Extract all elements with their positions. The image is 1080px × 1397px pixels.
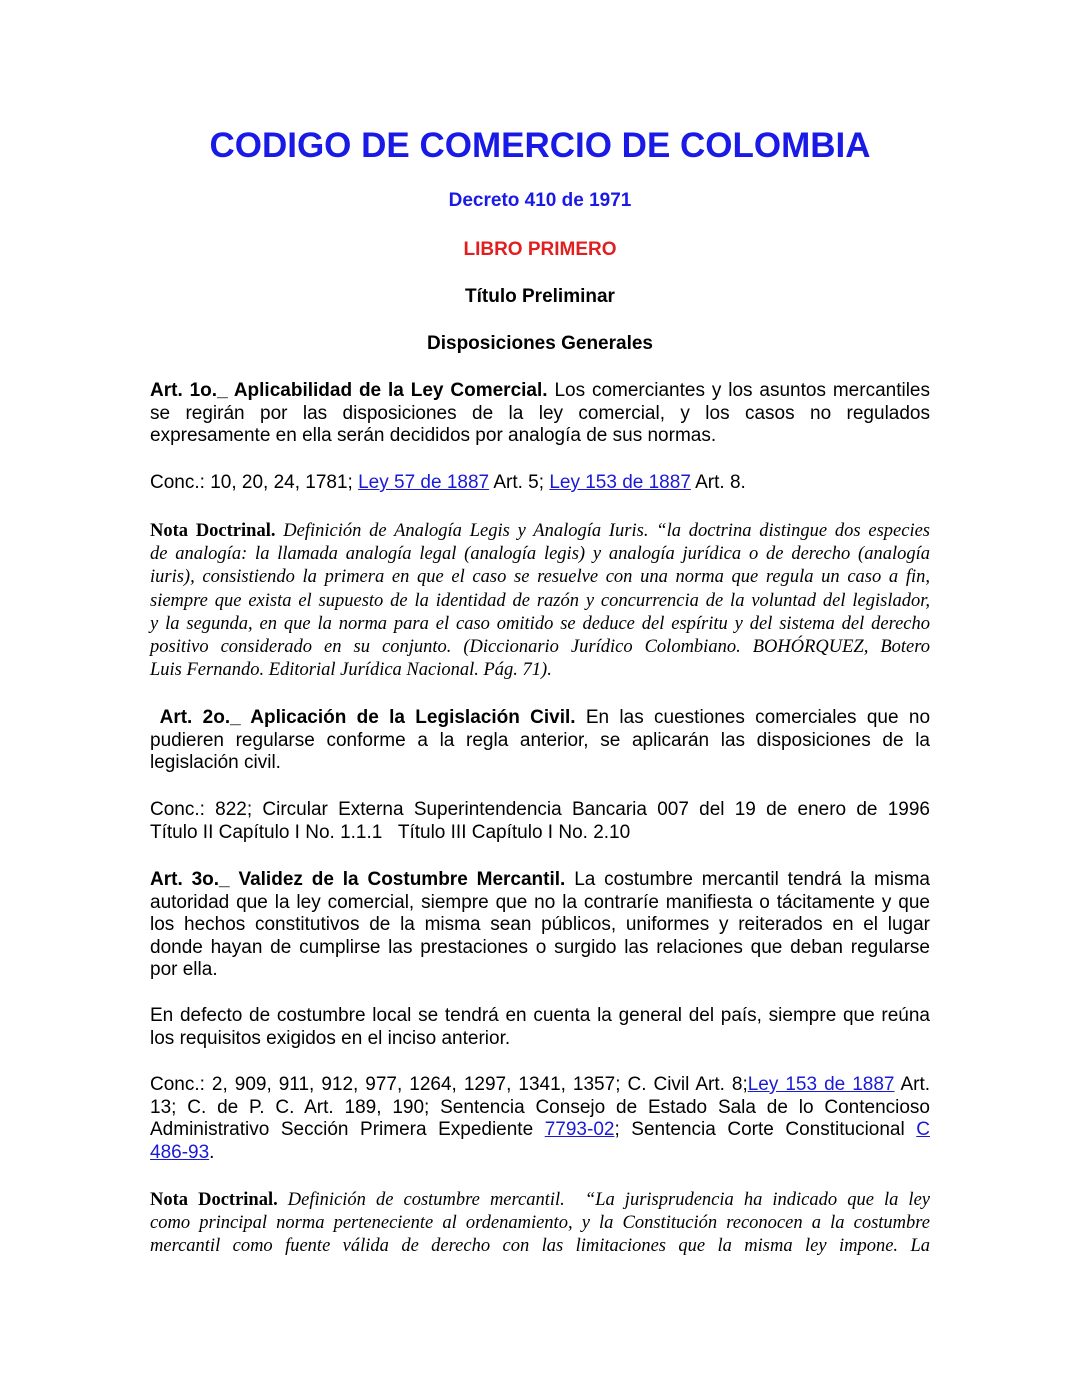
doctrinal-note-2: Nota Doctrinal. Definición de costumbre mercantil. “La jurisprudencia ha indicado que la ley como principal norma perteneciente al ordenamiento, y la Constitución reconocen a la costumbre mercantil como fuente válida de derecho con las limitaciones que la misma ley impone. La [150,1190,930,1257]
book-heading: LIBRO PRIMERO [463,239,617,260]
doctrinal-note-1: Nota Doctrinal. Definición de Analogía Legis y Analogía Iuris. “la doctrina distingue dos especies de analogía: la llamada analogía legal (analogía legis) y analogía jurídica o de derecho (analogía iuris), consistiendo la primera en que el caso se resuelve con una norma que regula un caso a fin, siempre que exista el supuesto de la identidad de razón y concurrencia de la voluntad del legislador, y la segunda, en que la norma para el caso omitido se deduce del espíritu y del sistema del derecho positivo considerado en su conjunto. (Diccionario Jurídico Colombiano. BOHÓRQUEZ, Botero Luis Fernando. Editorial Jurídica Nacional. Pág. 71). [150,521,930,681]
article-3-heading: Art. 3o._ Validez de la Costumbre Mercantil. [150,869,566,890]
article-1: Art. 1o._ Aplicabilidad de la Ley Comercial. Los comerciantes y los asuntos mercantiles se regirán por las disposiciones de la ley comercial, y los casos no regulados expresamente en ella serán decididos por analogía de sus normas. [150,380,930,446]
link-sentencia-c-486-93[interactable]: C [916,1119,930,1140]
link-ley-153-1887-b[interactable]: Ley 153 de 1887 [747,1074,895,1095]
article-2-heading: Art. 2o._ Aplicación de la Legislación Civil. [150,707,576,728]
article-2: Art. 2o._ Aplicación de la Legislación Civil. En las cuestiones comerciales que no pudieren regularse conforme a la regla anterior, se aplicarán las disposiciones de la legislación civil. [150,707,931,773]
section-heading: Disposiciones Generales [427,333,653,354]
concordance-2: Conc.: 822; Circular Externa Superintendencia Bancaria 007 del 19 de enero de 1996 Título II Capítulo I No. 1.1.1 Título III Capítulo I No. 2.10 [150,799,930,843]
decree-subtitle: Decreto 410 de 1971 [448,190,632,211]
custom-default-paragraph: En defecto de costumbre local se tendrá en cuenta la general del país, siempre que reúna los requisitos exigidos en el inciso anterior. [150,1005,930,1049]
doctrinal-note-label: Nota Doctrinal. [150,521,276,541]
article-1-heading: Art. 1o._ Aplicabilidad de la Ley Comercial. [150,380,548,401]
title-heading: Título Preliminar [465,286,615,307]
concordance-1: Conc.: 10, 20, 24, 1781; Ley 57 de 1887 Art. 5; Ley 153 de 1887 Art. 8. [150,472,746,493]
link-sentencia-c-486-93-cont[interactable]: 486-93 [150,1141,210,1163]
link-ley-57-1887[interactable]: Ley 57 de 1887 [358,472,490,493]
article-3: Art. 3o._ Validez de la Costumbre Mercantil. La costumbre mercantil tendrá la misma autoridad que la ley comercial, siempre que no la contraríe manifiesta o tácitamente y que los hechos constitutivos de la misma sean públicos, uniformes y reiterados en el lugar donde hayan de cumplirse las prestaciones o surgido las relaciones que deban regularse por ella. [150,869,931,980]
concordance-3: Conc.: 2, 909, 911, 912, 977, 1264, 1297, 1341, 1357; C. Civil Art. 8;Ley 153 de 1887 Art. 13; C. de P. C. Art. 189, 190; Sentencia Consejo de Estado Sala de lo Contencioso Administrativo Sección Primera Expediente 7793-02; Sentencia Corte Constitucional C 486-93. [150,1074,930,1163]
link-expediente-7793-02[interactable]: 7793-02 [544,1119,615,1140]
document-title: CODIGO DE COMERCIO DE COLOMBIA [209,126,871,165]
link-ley-153-1887[interactable]: Ley 153 de 1887 [549,472,691,493]
doctrinal-note-label-2: Nota Doctrinal. [150,1190,278,1210]
